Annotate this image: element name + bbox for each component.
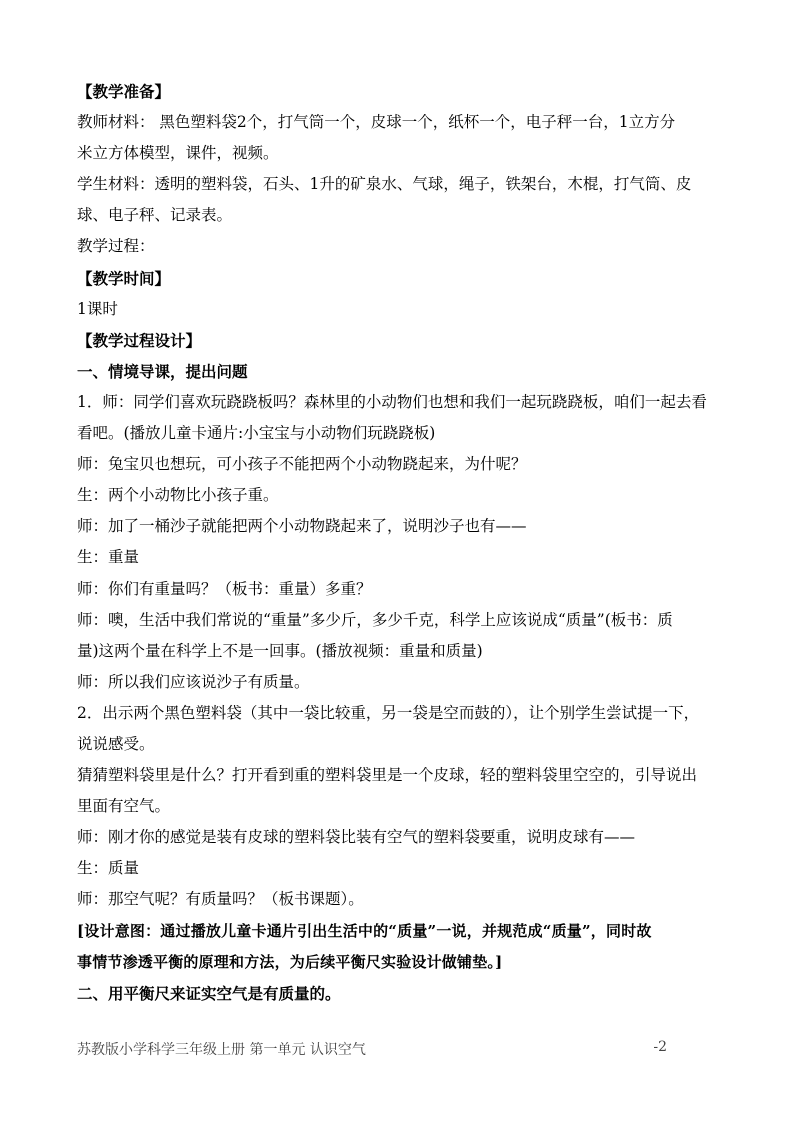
text-line: 师：所以我们应该说沙子有质量。: [77, 672, 310, 691]
text-line: 量)这两个量在科学上不是一回事。(播放视频：重量和质量): [77, 641, 483, 660]
text-line: 看吧。(播放儿童卡通片:小宝宝与小动物们玩跷跷板): [77, 424, 436, 443]
body-text: [77, 76, 722, 916]
text-line: 师：噢，生活中我们常说的“重量”多少斤，多少千克，科学上应该说成“质量”(板书：质: [77, 610, 673, 629]
document-page: [77, 76, 722, 1009]
text-line: 生：质量: [77, 859, 140, 878]
text-line: 说说感受。: [77, 734, 155, 753]
text-line: 2．出示两个黑色塑料袋（其中一袋比较重，另一袋是空而鼓的），让个别学生尝试提一下，: [77, 703, 700, 722]
text-line: 师：你们有重量吗？（板书：重量）多重？: [77, 579, 372, 598]
text-line: 1课时: [77, 299, 118, 318]
text-line: 【教学时间】: [77, 268, 171, 288]
text-line: 【教学过程设计】: [77, 330, 202, 350]
text-line: 教师材料： 黑色塑料袋2个，打气筒一个，皮球一个，纸杯一个，电子秤一台，1立方分: [77, 113, 676, 132]
text-line: 里面有空气。: [77, 797, 171, 816]
text-line: 米立方体模型，课件，视频。: [77, 144, 279, 163]
text-line: 师：那空气呢？有质量吗？（板书课题）。: [77, 890, 364, 909]
design-note-line-2: 事情节渗透平衡的原理和方法，为后续平衡尺实验设计做铺垫。]: [77, 952, 503, 971]
page-number: -2: [653, 1039, 667, 1055]
section-two-heading: 二、用平衡尺来证实空气是有质量的。: [77, 983, 341, 1003]
text-line: 教学过程：: [77, 237, 155, 256]
text-line: 1．师：同学们喜欢玩跷跷板吗？森林里的小动物们也想和我们一起玩跷跷板，咱们一起去看: [77, 392, 707, 411]
text-line: 球、电子秤、记录表。: [77, 206, 233, 225]
text-line: 师：兔宝贝也想玩，可小孩子不能把两个小动物跷起来，为什呢？: [77, 455, 527, 474]
footer-title: 苏教版小学科学三年级上册 第一单元 认识空气: [77, 1042, 366, 1058]
text-line: 生：重量: [77, 548, 140, 567]
text-line: 【教学准备】: [77, 82, 171, 101]
text-line: 猜猜塑料袋里是什么？打开看到重的塑料袋里是一个皮球，轻的塑料袋里空空的，引导说出: [77, 766, 698, 785]
text-line: 师：加了一桶沙子就能把两个小动物跷起来了，说明沙子也有——: [77, 517, 527, 536]
text-line: 师：刚才你的感觉是装有皮球的塑料袋比装有空气的塑料袋要重，说明皮球有——: [77, 828, 636, 847]
text-line: 一、情境导课，提出问题: [77, 361, 248, 381]
design-note-line-1: [设计意图：通过播放儿童卡通片引出生活中的“质量”一说，并规范成“质量”，同时故: [77, 921, 652, 940]
text-line: 学生材料：透明的塑料袋，石头、1升的矿泉水、气球，绳子，铁架台，木棍，打气筒、皮: [77, 175, 692, 194]
text-line: 生：两个小动物比小孩子重。: [77, 486, 279, 505]
page-footer: [77, 1039, 667, 1059]
